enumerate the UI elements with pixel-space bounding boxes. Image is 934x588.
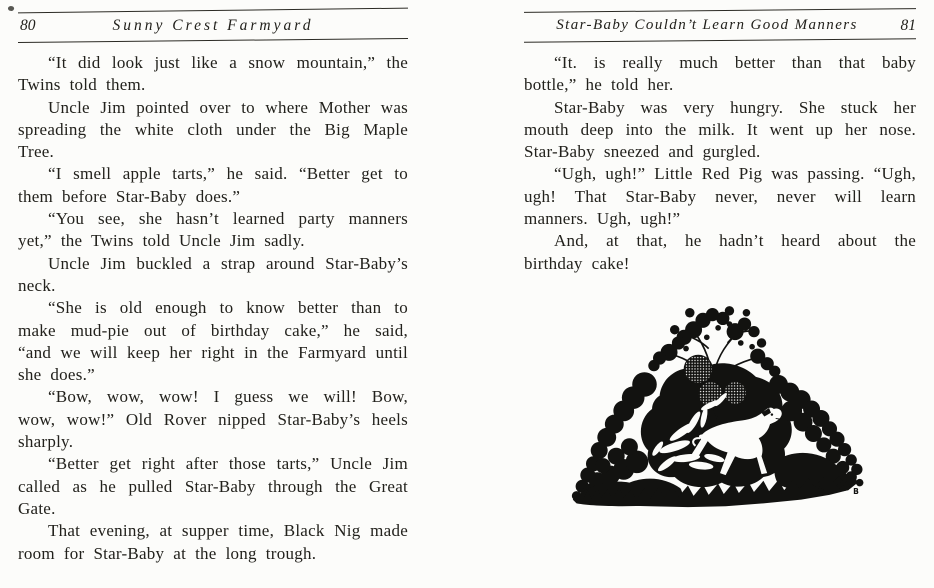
paragraph: “You see, she hasn’t learned party manners yet,” the Twins told Uncle Jim sadly.	[18, 209, 408, 251]
paragraph: “Bow, wow, wow! I guess we will! Bow, wow, wow!” Old Rover nipped Star-Baby’s heels sharply.	[18, 387, 408, 452]
paragraph: “I smell apple tarts,” he said. “Better get to them before Star-Baby does.”	[18, 164, 408, 206]
page-text	[18, 52, 408, 565]
running-head	[18, 11, 408, 40]
paragraph: “She is old enough to know better than to make mud-pie out of birthday cake,” he said, “and we will keep her right in the Farmyard until she does.”	[18, 298, 408, 385]
scan-speck	[7, 5, 14, 12]
right-page	[524, 10, 916, 513]
foliage-silhouette	[572, 306, 864, 506]
running-title: Star-Baby Couldn’t Learn Good Manners	[556, 17, 858, 33]
page-text	[524, 52, 916, 275]
paragraph: And, at that, he hadn’t heard about the birthday cake!	[524, 231, 916, 273]
paragraph: Uncle Jim pointed over to where Mother was spreading the white cloth under the Big Maple Tree.	[18, 97, 408, 162]
paragraph: “It. is really much better than that baby bottle,” he told her.	[524, 53, 916, 95]
paragraph: That evening, at supper time, Black Nig made room for Star-Baby at the long trough.	[18, 521, 408, 563]
paragraph: “Better get right after those tarts,” Uncle Jim called as he pulled Star-Baby through the Great Gate.	[18, 454, 408, 518]
paragraph: “Ugh, ugh!” Little Red Pig was passing. “Ugh, ugh! That Star-Baby never, never will learn manners. Ugh, ugh!”	[524, 164, 916, 229]
illustration-svg	[569, 305, 871, 513]
paragraph: Uncle Jim buckled a strap around Star-Baby’s neck.	[18, 253, 408, 295]
paragraph: “It did look just like a snow mountain,” the Twins told them.	[18, 53, 408, 95]
left-page	[18, 10, 408, 565]
paragraph: Star-Baby was very hungry. She stuck her mouth deep into the milk. It went up her nose. Star-Baby sneezed and gurgled.	[524, 97, 916, 162]
artist-signature: B	[853, 486, 859, 496]
pig-eye	[771, 413, 773, 415]
running-head	[524, 11, 916, 40]
running-title: Sunny Crest Farmyard	[112, 16, 314, 34]
pig-in-bushes-illustration	[524, 305, 916, 513]
page-number: 80	[20, 16, 36, 34]
page-number: 81	[900, 16, 916, 34]
